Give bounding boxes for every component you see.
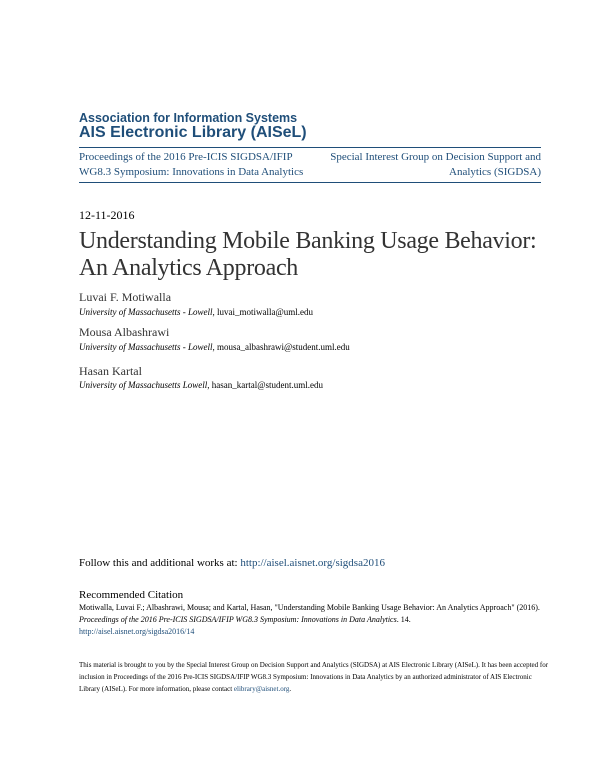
citation-link[interactable]: http://aisel.aisnet.org/sigdsa2016/14 <box>79 627 195 636</box>
author-email: luvai_motiwalla@uml.edu <box>217 307 314 317</box>
title-line1: Understanding Mobile Banking Usage Behavior: <box>79 228 537 254</box>
author-email: hasan_kartal@student.uml.edu <box>211 380 324 390</box>
author-email: mousa_albashrawi@student.uml.edu <box>217 342 350 352</box>
citation-body: Motiwalla, Luvai F.; Albashrawi, Mousa; and Kartal, Hasan, "Understanding Mobile Banking Usage Behavior: An Analytics Approach" (2016). <box>79 603 540 612</box>
proceedings-link-line1: Proceedings of the 2016 Pre-ICIS SIGDSA/IFIP <box>79 151 293 163</box>
citation-suffix: . 14. <box>396 615 411 624</box>
note-text: This material is brought to you by the Special Interest Group on Decision Support and Analytics (SIGDSA) at AIS Electronic Library (AISeL). It has been accepted for inclusion in Proceedings of the 2016 Pre-ICIS SIGDSA/IFIP WG8.3 Symposium: Innovations in Data Analytics by an authorized administrator of AIS Electronic Library (AISeL). For more information, please contact <box>79 661 549 693</box>
affiliation-institution: University of Massachusetts - Lowell <box>79 342 213 352</box>
affiliation-institution: University of Massachusetts Lowell <box>79 380 208 390</box>
title-line2: An Analytics Approach <box>79 255 298 281</box>
sigdsa-link-line1: Special Interest Group on Decision Support and <box>330 151 541 163</box>
sigdsa-link-line2: Analytics (SIGDSA) <box>449 166 541 178</box>
publication-date: 12-11-2016 <box>79 208 135 222</box>
follow-line <box>79 557 385 569</box>
affiliation-institution: University of Massachusetts - Lowell <box>79 307 213 317</box>
author-name: Luvai F. Motiwalla <box>79 290 172 304</box>
author-affiliation: University of Massachusetts Lowell, hasan_kartal@student.uml.edu <box>79 380 324 390</box>
contact-email-link[interactable]: elibrary@aisnet.org <box>233 685 290 693</box>
citation-text <box>79 602 549 638</box>
proceedings-link[interactable] <box>79 150 303 180</box>
repository-note <box>79 659 549 695</box>
header-rule-top <box>79 147 541 148</box>
collection-link[interactable]: http://aisel.aisnet.org/sigdsa2016 <box>240 557 385 569</box>
author-affiliation: University of Massachusetts - Lowell, mousa_albashrawi@student.uml.edu <box>79 342 350 352</box>
recommended-citation-heading: Recommended Citation <box>79 589 184 601</box>
citation-venue: Proceedings of the 2016 Pre-ICIS SIGDSA/IFIP WG8.3 Symposium: Innovations in Data Analytics <box>79 615 397 624</box>
author-affiliation: University of Massachusetts - Lowell, luvai_motiwalla@uml.edu <box>79 307 314 317</box>
library-name[interactable]: AIS Electronic Library (AISeL) <box>79 124 307 141</box>
sigdsa-link[interactable] <box>330 150 541 180</box>
author-name: Mousa Albashrawi <box>79 325 170 339</box>
proceedings-link-line2: WG8.3 Symposium: Innovations in Data Analytics <box>79 166 304 178</box>
paper-title <box>79 228 549 282</box>
author-name: Hasan Kartal <box>79 364 142 378</box>
follow-text: Follow this and additional works at: <box>79 557 241 569</box>
header-rule-bottom <box>79 182 541 183</box>
organization-name: Association for Information Systems <box>79 111 298 125</box>
note-end: . <box>289 685 292 693</box>
